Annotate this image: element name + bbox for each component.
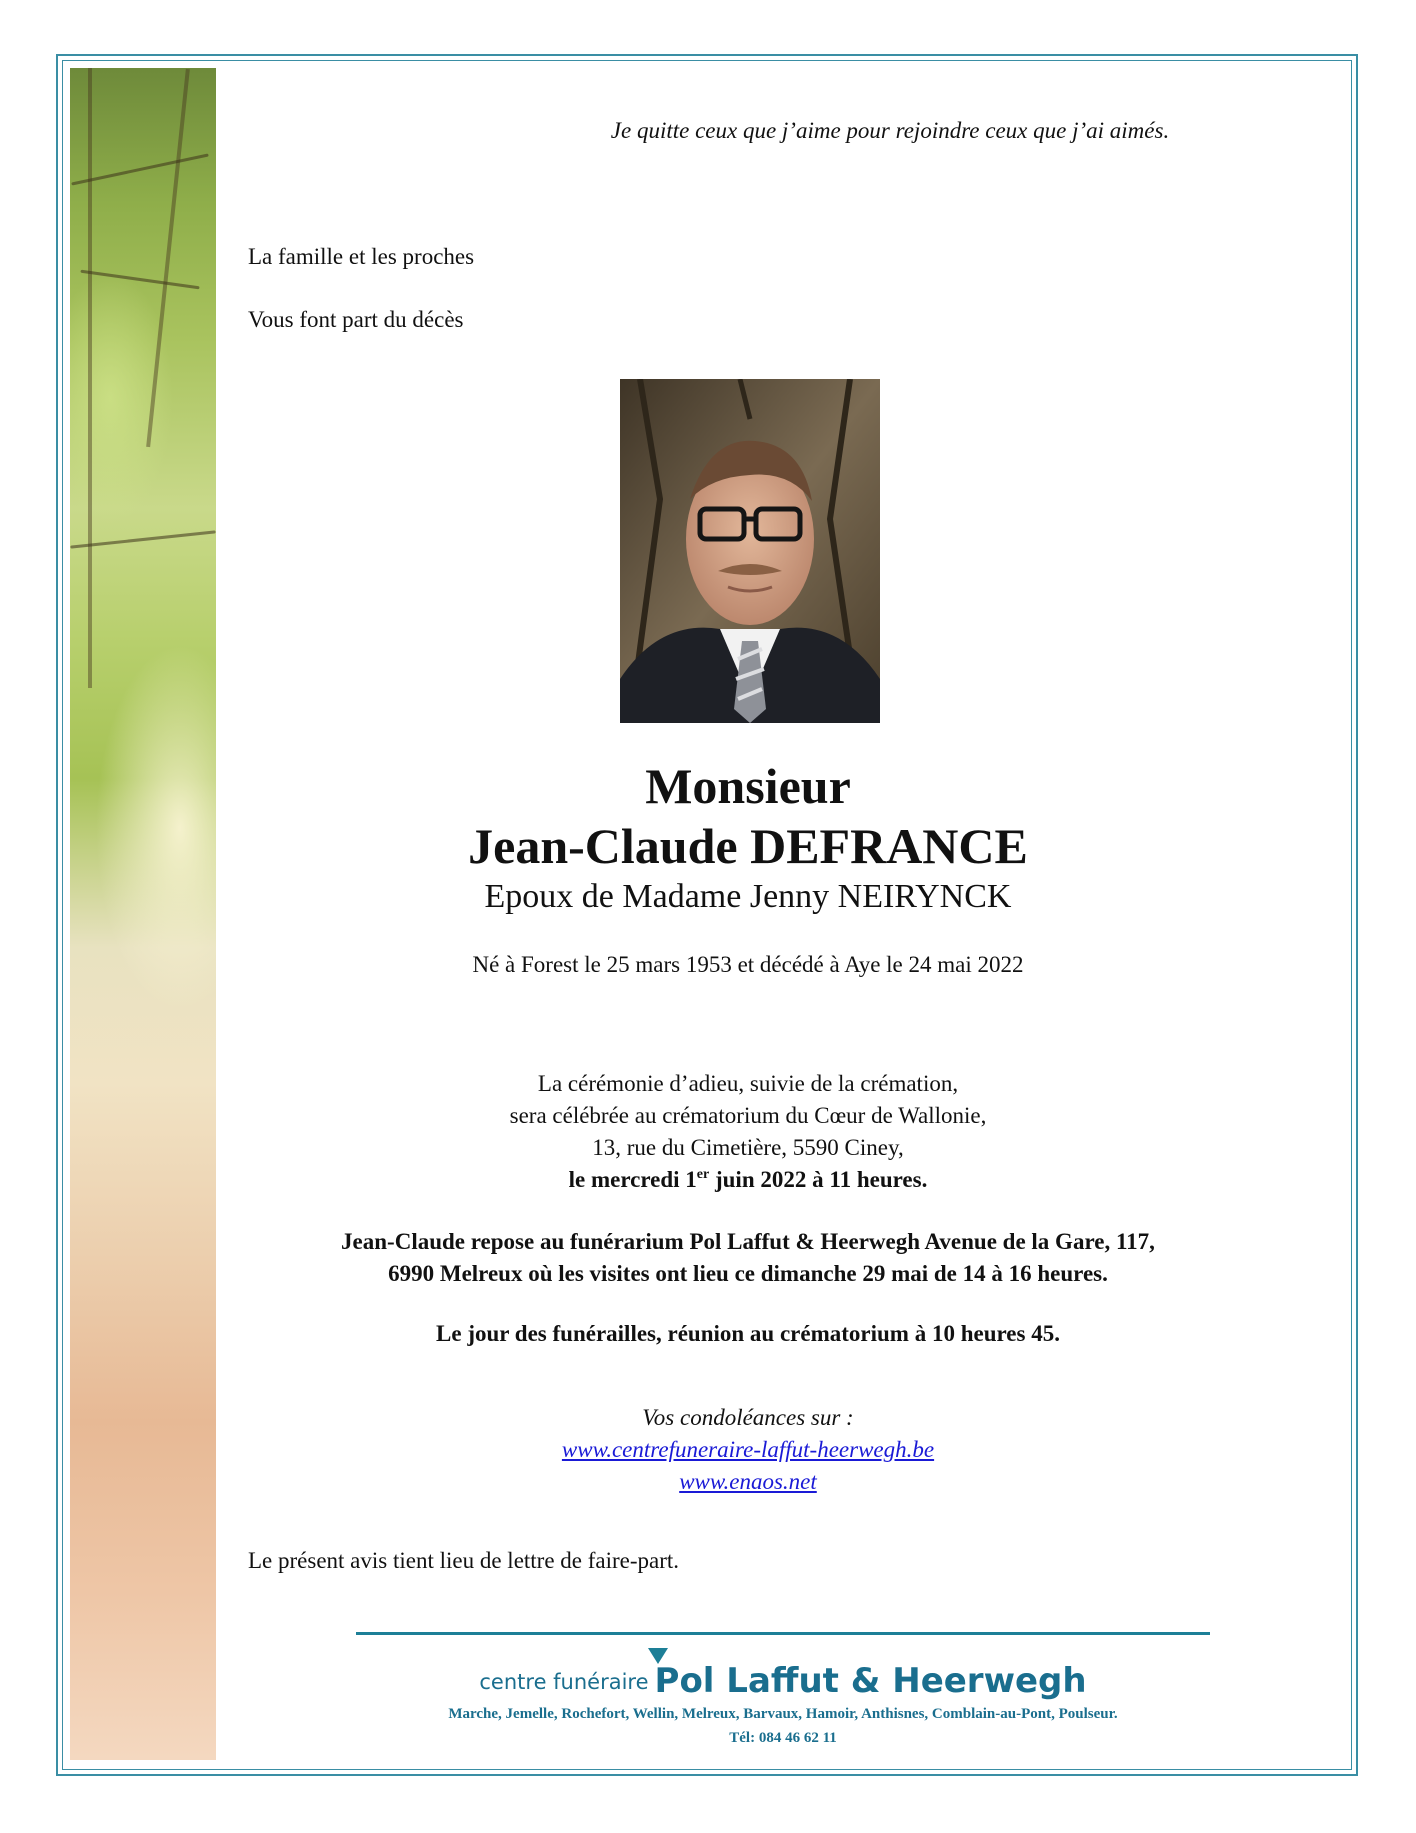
- portrait-photo: [620, 379, 880, 723]
- ceremony-details: [250, 1068, 1246, 1196]
- condolences-label: Vos condoléances sur :: [642, 1405, 854, 1430]
- ceremony-line-1: La cérémonie d’adieu, suivie de la crémation,: [537, 1071, 959, 1096]
- condolences-link-enaos[interactable]: www.enaos.net: [679, 1469, 817, 1494]
- ceremony-date-prefix: le mercredi 1: [568, 1167, 697, 1192]
- footer-phone: Tél: 084 46 62 11: [729, 1730, 837, 1746]
- forest-image-strip: [70, 68, 216, 1760]
- honorific: Monsieur: [645, 758, 851, 814]
- name-section: [250, 756, 1246, 918]
- deceased-name: Jean-Claude DEFRANCE: [468, 818, 1028, 874]
- intro-family-line: La famille et les proches: [248, 244, 475, 269]
- notice-line: Le présent avis tient lieu de lettre de faire-part.: [248, 1548, 680, 1573]
- intro-announcement-line: Vous font part du décès: [248, 307, 464, 332]
- rest-line-2: 6990 Melreux où les visites ont lieu ce dimanche 29 mai de 14 à 16 heures.: [388, 1261, 1108, 1286]
- spouse-line: Epoux de Madame Jenny NEIRYNCK: [484, 878, 1012, 915]
- opening-quote: Je quitte ceux que j’aime pour rejoindre ceux que j’ai aimés.: [610, 118, 1170, 143]
- ceremony-line-3: 13, rue du Cimetière, 5590 Ciney,: [592, 1135, 904, 1160]
- gathering-info: Le jour des funérailles, réunion au crématorium à 10 heures 45.: [436, 1321, 1060, 1346]
- brand-name: Pol Laffut & Heerwegh: [654, 1661, 1087, 1701]
- condolences-link-funeral-center[interactable]: www.centrefuneraire-laffut-heerwegh.be: [561, 1437, 935, 1462]
- ceremony-date-ordinal: er: [696, 1167, 710, 1182]
- brand-small-text: centre funéraire: [479, 1670, 649, 1694]
- ceremony-line-2: sera célébrée au crématorium du Cœur de Wallonie,: [509, 1103, 987, 1128]
- footer-towns: Marche, Jemelle, Rochefort, Wellin, Melreux, Barvaux, Hamoir, Anthisnes, Comblain-au-Pont, Poulseur.: [448, 1706, 1118, 1722]
- condolences-section: [250, 1402, 1246, 1498]
- birth-death-dates: Né à Forest le 25 mars 1953 et décédé à Aye le 24 mai 2022: [472, 952, 1024, 977]
- funeral-center-logo: [356, 1661, 1210, 1701]
- footer-divider: [356, 1632, 1210, 1635]
- ceremony-date-suffix: juin 2022 à 11 heures.: [709, 1167, 928, 1192]
- ceremony-date: [250, 1164, 1246, 1196]
- rest-visit-info: [250, 1226, 1246, 1290]
- rest-line-1: Jean-Claude repose au funérarium Pol Laffut & Heerwegh Avenue de la Gare, 117,: [341, 1229, 1155, 1254]
